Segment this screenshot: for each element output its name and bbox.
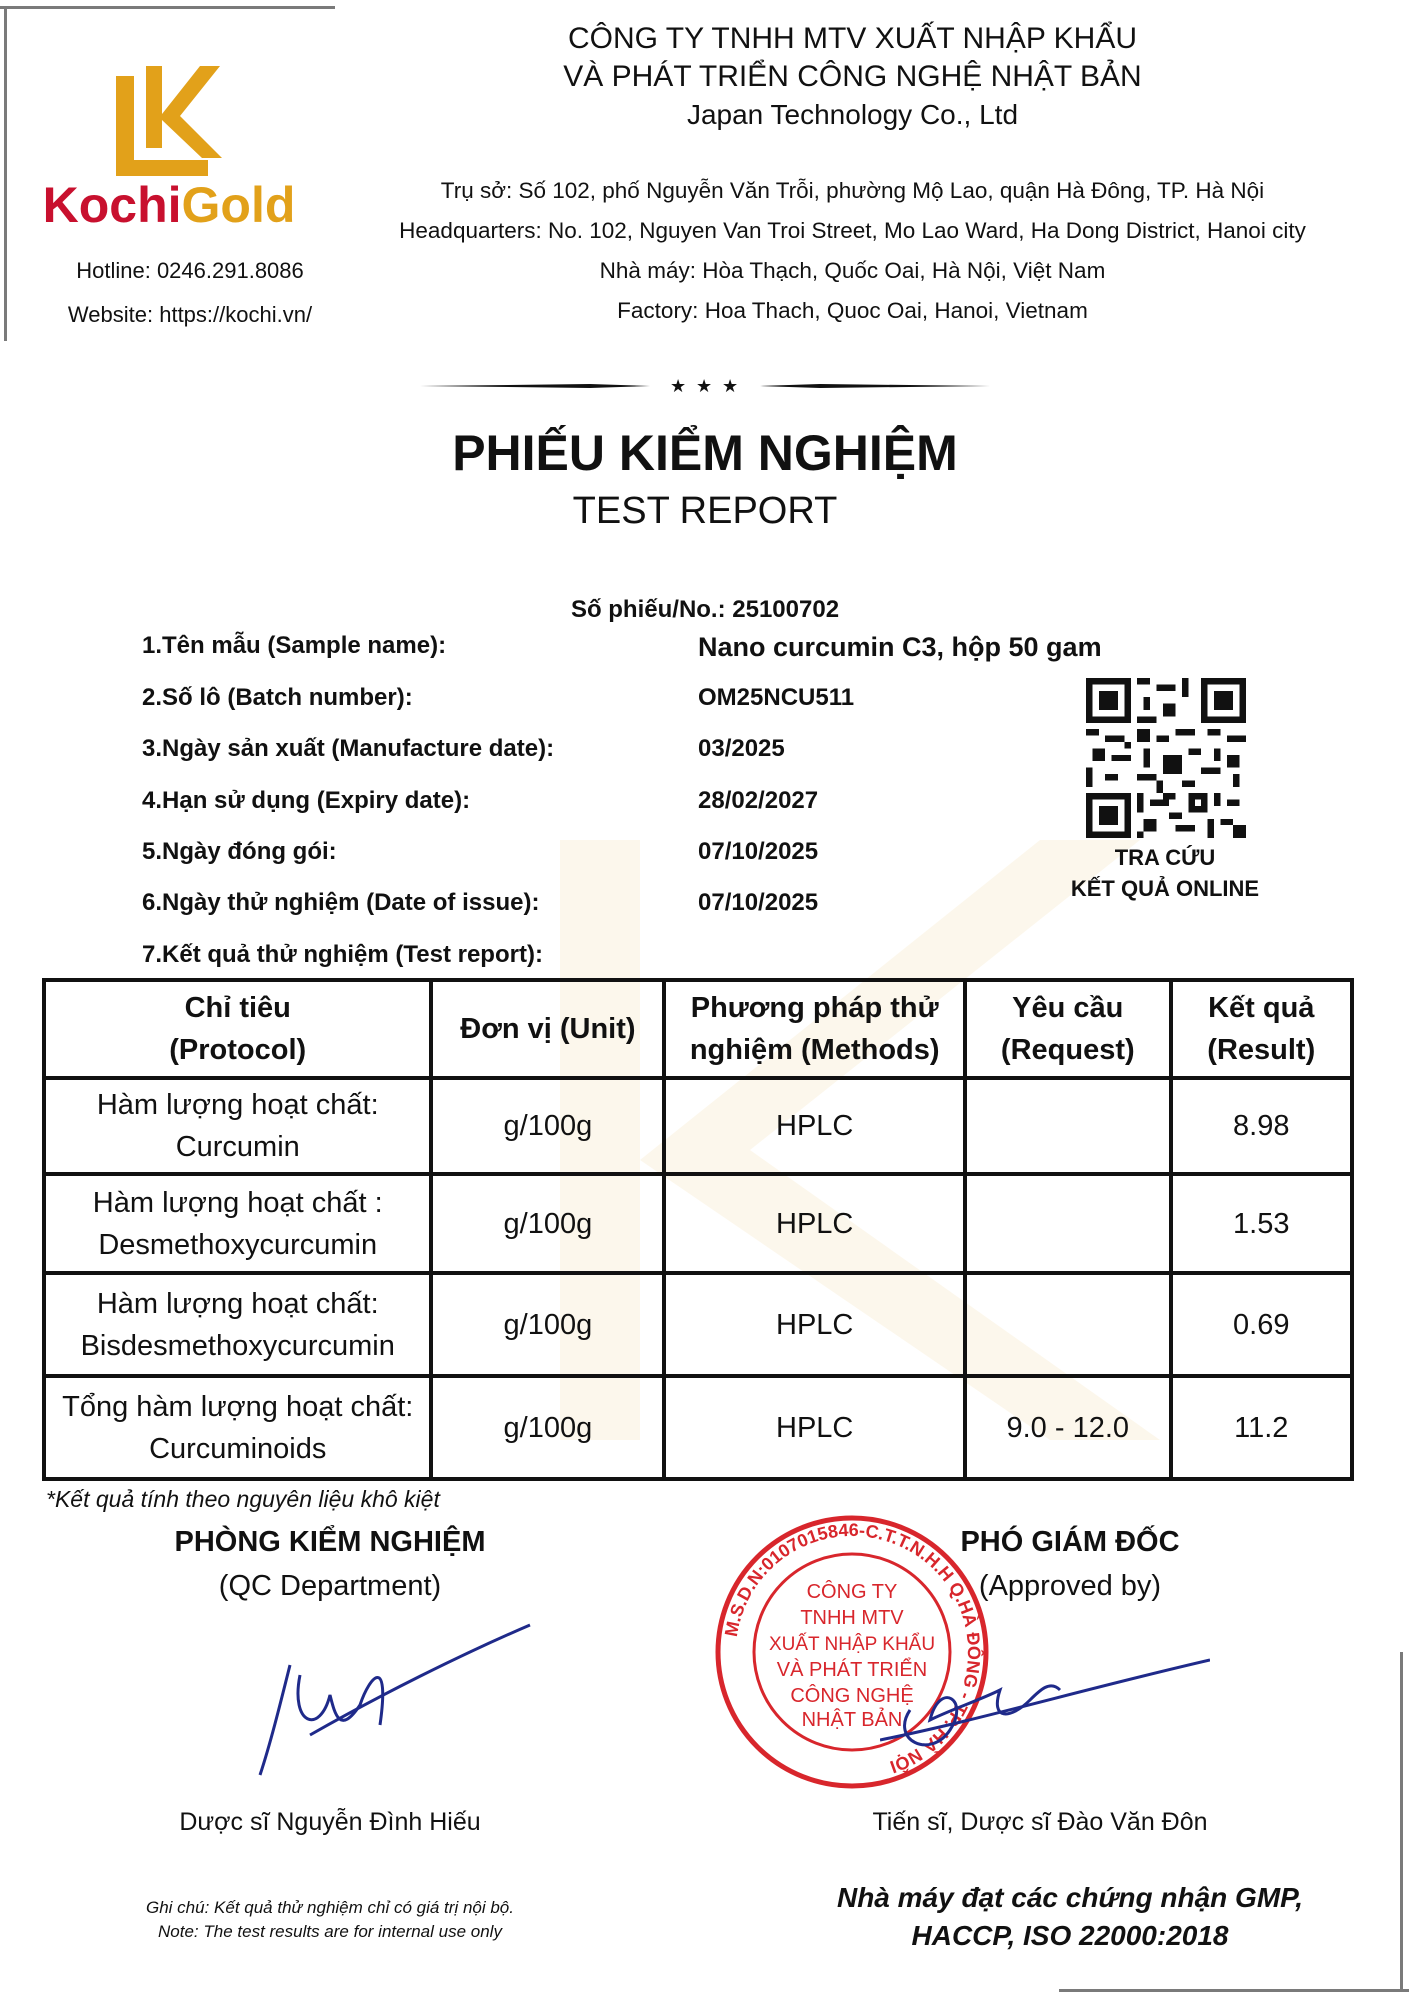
qc-signature-icon xyxy=(230,1615,540,1785)
cell-unit: g/100g xyxy=(431,1078,664,1174)
page-subtitle: TEST REPORT xyxy=(572,490,838,532)
header-methods-line1: Phương pháp thử xyxy=(690,992,939,1024)
cell-protocol-line2: Desmethoxycurcumin xyxy=(98,1228,378,1261)
seal-line: CÔNG NGHỆ xyxy=(790,1685,914,1707)
header-request-line2: (Request) xyxy=(1000,1034,1135,1066)
header-result-line1: Kết quả xyxy=(1208,992,1315,1024)
address-hq-vn: Trụ sở: Số 102, phố Nguyễn Văn Trỗi, phường Mộ Lao, quận Hà Đông, TP. Hà Nội xyxy=(440,178,1265,203)
cell-protocol-line2: Bisdesmethoxycurcumin xyxy=(80,1329,395,1362)
cell-protocol xyxy=(44,1174,431,1273)
corner-frame-bottom-right xyxy=(1059,1989,1409,1992)
info-value-test-date: 07/10/2025 xyxy=(698,889,819,916)
cell-request xyxy=(965,1174,1170,1273)
info-label-test-date: 6.Ngày thử nghiệm (Date of issue): xyxy=(142,889,540,916)
header-methods xyxy=(664,980,965,1078)
cell-protocol-line1: Hàm lượng hoạt chất: xyxy=(96,1089,379,1121)
kochigold-logo-icon xyxy=(108,62,228,182)
info-value-batch: OM25NCU511 xyxy=(698,684,855,711)
info-label-packing-date: 5.Ngày đóng gói: xyxy=(142,838,337,865)
table-row xyxy=(44,1376,1352,1479)
page-title: PHIẾU KIỂM NGHIỆM xyxy=(452,425,958,481)
company-name-vn-line2: VÀ PHÁT TRIỂN CÔNG NGHỆ NHẬT BẢN xyxy=(563,60,1142,93)
header-request xyxy=(965,980,1170,1078)
cell-protocol xyxy=(44,1273,431,1376)
qc-department-title: PHÒNG KIỂM NGHIỆM xyxy=(174,1526,486,1558)
qr-code-icon[interactable] xyxy=(1086,678,1246,838)
cell-result: 8.98 xyxy=(1171,1078,1352,1174)
certification-line1: Nhà máy đạt các chứng nhận GMP, xyxy=(836,1882,1304,1913)
results-table xyxy=(42,978,1354,1481)
seal-line: NHẬT BẢN xyxy=(801,1709,903,1731)
seal-line: VÀ PHÁT TRIỂN xyxy=(776,1659,928,1681)
qr-caption-line1: TRA CỨU xyxy=(1114,845,1216,870)
table-header-row xyxy=(44,980,1352,1078)
header-result-line2: (Result) xyxy=(1207,1034,1316,1066)
cell-method: HPLC xyxy=(664,1078,965,1174)
cell-unit: g/100g xyxy=(431,1273,664,1376)
corner-frame-bottom-right-vertical xyxy=(1400,1652,1403,1992)
cell-request: 9.0 - 12.0 xyxy=(965,1376,1170,1479)
cell-request xyxy=(965,1273,1170,1376)
company-name-en: Japan Technology Co., Ltd xyxy=(686,99,1019,130)
table-row xyxy=(44,1174,1352,1273)
info-label-manufacture-date: 3.Ngày sản xuất (Manufacture date): xyxy=(142,735,555,762)
info-value-manufacture-date: 03/2025 xyxy=(698,735,785,762)
info-label-test-report: 7.Kết quả thử nghiệm (Test report): xyxy=(142,941,543,968)
logo-wordmark xyxy=(34,176,304,234)
cell-method: HPLC xyxy=(664,1273,965,1376)
info-value-packing-date: 07/10/2025 xyxy=(698,838,819,865)
cell-unit: g/100g xyxy=(431,1376,664,1479)
cell-method: HPLC xyxy=(664,1376,965,1479)
seal-line: CÔNG TY xyxy=(806,1581,898,1603)
header-unit xyxy=(431,980,664,1078)
approver-signature-icon xyxy=(880,1640,1210,1770)
header-request-line1: Yêu cầu xyxy=(1012,992,1124,1024)
cell-protocol-line1: Tổng hàm lượng hoạt chất: xyxy=(62,1390,414,1423)
header-protocol-line2: (Protocol) xyxy=(169,1034,307,1066)
table-row xyxy=(44,1078,1352,1174)
corner-frame-top-left-vertical xyxy=(4,6,7,341)
logo-text-kochi: Kochi xyxy=(42,177,182,233)
cell-result: 0.69 xyxy=(1171,1273,1352,1376)
header-protocol xyxy=(44,980,431,1078)
cell-protocol xyxy=(44,1376,431,1479)
cell-result: 1.53 xyxy=(1171,1174,1352,1273)
qr-caption xyxy=(1040,842,1290,904)
qc-department-subtitle: (QC Department) xyxy=(218,1570,442,1602)
footnote: *Kết quả tính theo nguyên liệu khô kiệt xyxy=(46,1486,440,1512)
company-name-vn-line1: CÔNG TY TNHH MTV XUẤT NHẬP KHẨU xyxy=(568,22,1137,55)
corner-frame-top-left xyxy=(0,6,335,9)
star-divider-icon xyxy=(420,376,990,396)
address-factory-en: Factory: Hoa Thach, Quoc Oai, Hanoi, Vietnam xyxy=(617,298,1088,323)
info-value-expiry-date: 28/02/2027 xyxy=(698,787,819,814)
address-hq-en: Headquarters: No. 102, Nguyen Van Troi Street, Mo Lao Ward, Ha Dong District, Hanoi city xyxy=(399,218,1306,243)
seal-ring-text: M.S.D.N:0107015846-C.T.T.N.H.H Q.HÀ ĐÔNG - TP. HÀ NỘI xyxy=(720,1519,985,1778)
report-number: Số phiếu/No.: 25100702 xyxy=(570,596,840,623)
hotline: Hotline: 0246.291.8086 xyxy=(76,258,304,283)
table-row xyxy=(44,1273,1352,1376)
qr-caption-line2: KẾT QUẢ ONLINE xyxy=(1070,876,1260,901)
cell-protocol-line2: Curcuminoids xyxy=(149,1432,327,1465)
approver-title: PHÓ GIÁM ĐỐC xyxy=(960,1526,1180,1558)
cell-protocol-line1: Hàm lượng hoạt chất : xyxy=(92,1186,383,1219)
note-en: Note: The test results are for internal use only xyxy=(158,1922,502,1941)
qc-signer-name: Dược sĩ Nguyễn Đình Hiếu xyxy=(179,1808,481,1836)
header-protocol-line1: Chỉ tiêu xyxy=(184,992,291,1024)
note-vn: Ghi chú: Kết quả thử nghiệm chỉ có giá trị nội bộ. xyxy=(146,1898,514,1917)
approver-signer-name: Tiến sĩ, Dược sĩ Đào Văn Đôn xyxy=(872,1808,1208,1836)
cell-result: 11.2 xyxy=(1171,1376,1352,1479)
cell-unit: g/100g xyxy=(431,1174,664,1273)
header-unit-line1: Đơn vị (Unit) xyxy=(460,1013,636,1045)
svg-text:★: ★ xyxy=(722,376,739,396)
certification-line2: HACCP, ISO 22000:2018 xyxy=(911,1920,1229,1951)
header-methods-line2: nghiệm (Methods) xyxy=(689,1034,940,1066)
logo-text-gold: Gold xyxy=(181,177,296,233)
info-value-sample-name: Nano curcumin C3, hộp 50 gam xyxy=(698,632,1102,662)
cell-method: HPLC xyxy=(664,1174,965,1273)
cell-protocol-line2: Curcumin xyxy=(175,1131,300,1163)
seal-line: TNHH MTV xyxy=(800,1607,904,1629)
svg-text:★: ★ xyxy=(670,376,687,396)
cell-protocol-line1: Hàm lượng hoạt chất: xyxy=(96,1287,379,1320)
seal-line: XUẤT NHẬP KHẨU xyxy=(768,1634,936,1655)
info-label-batch: 2.Số lô (Batch number): xyxy=(142,684,413,711)
cell-protocol xyxy=(44,1078,431,1174)
website: Website: https://kochi.vn/ xyxy=(67,302,313,327)
header-result xyxy=(1171,980,1352,1078)
svg-text:★: ★ xyxy=(696,376,713,396)
cell-request xyxy=(965,1078,1170,1174)
info-label-sample-name: 1.Tên mẫu (Sample name): xyxy=(142,632,447,659)
info-label-expiry-date: 4.Hạn sử dụng (Expiry date): xyxy=(142,787,471,814)
approver-subtitle: (Approved by) xyxy=(978,1570,1162,1602)
address-factory-vn: Nhà máy: Hòa Thạch, Quốc Oai, Hà Nội, Việt Nam xyxy=(599,258,1106,283)
